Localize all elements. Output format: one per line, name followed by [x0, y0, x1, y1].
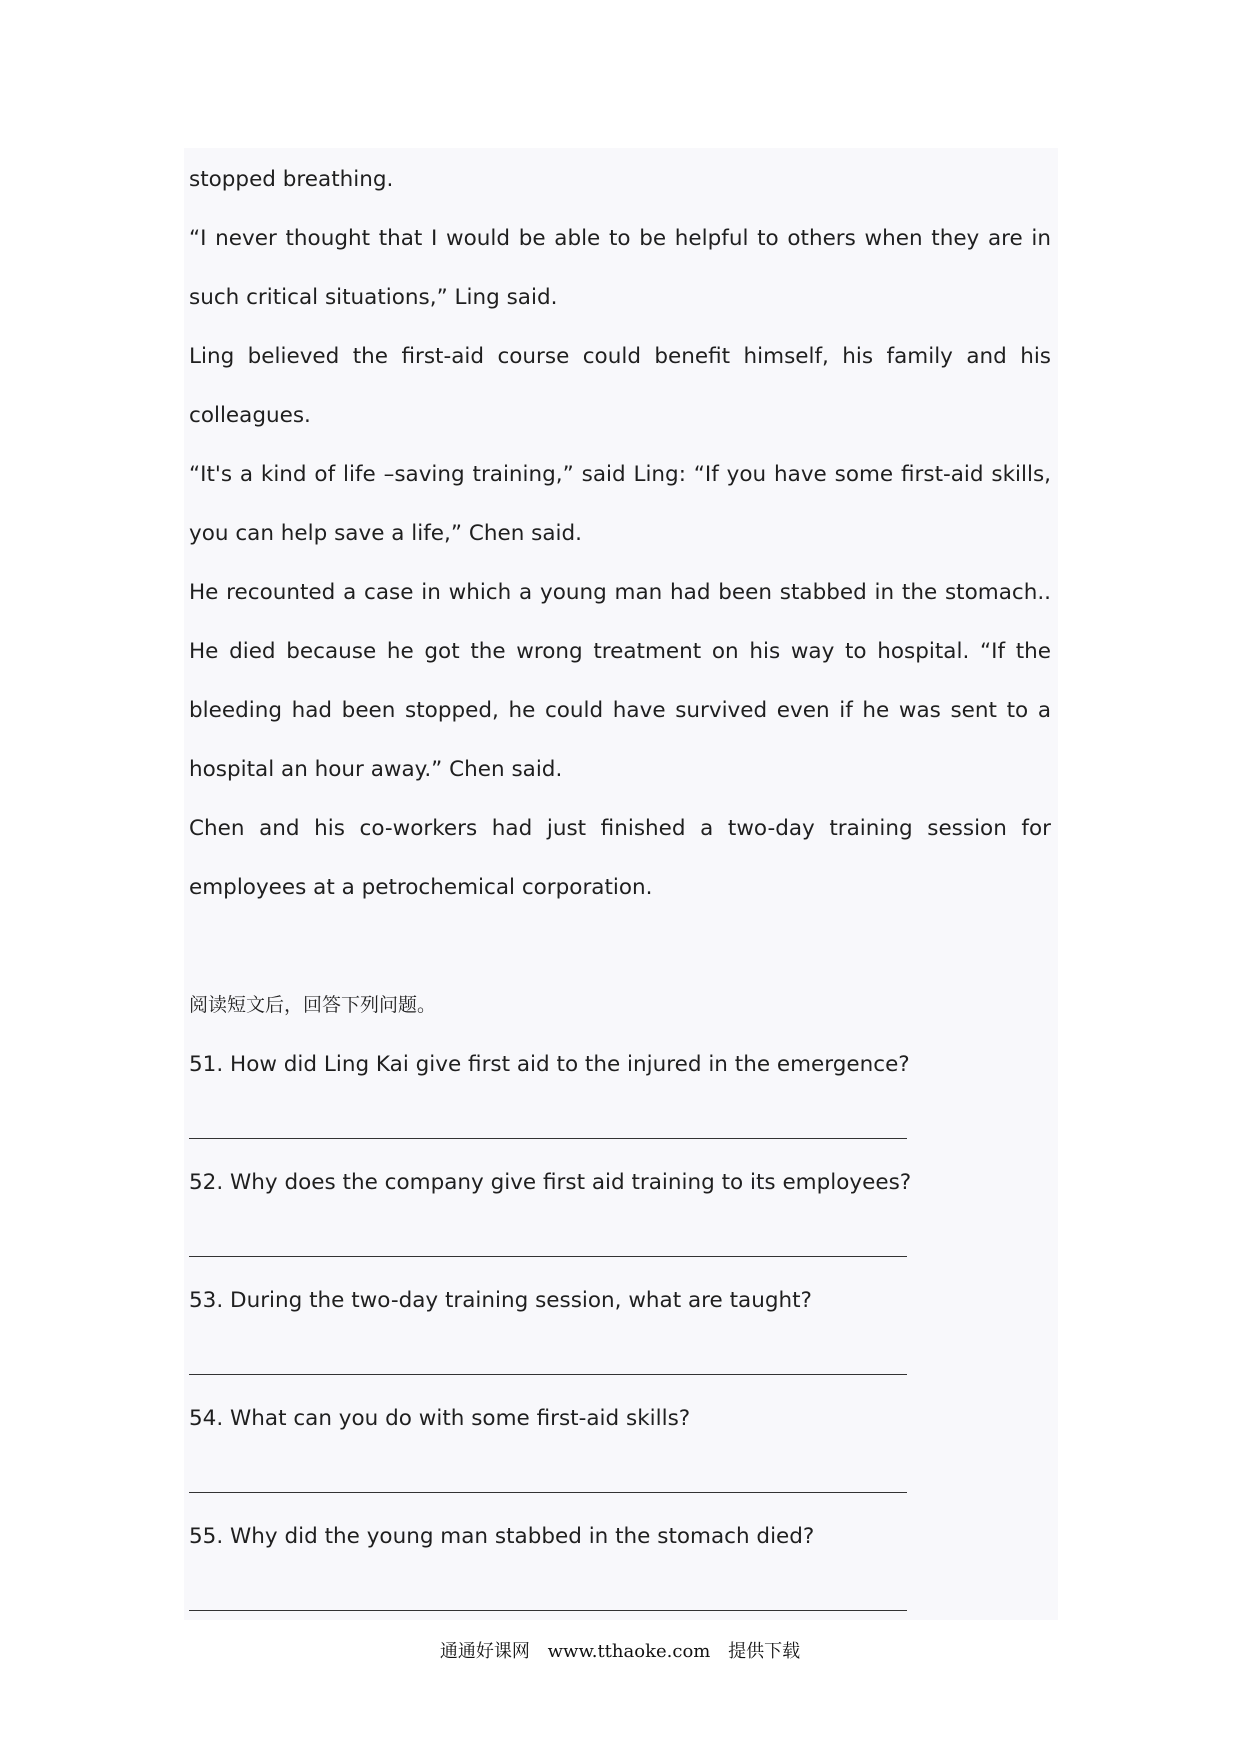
passage-paragraph: stopped breathing.	[189, 167, 394, 192]
page-footer	[0, 1637, 1240, 1663]
passage-paragraph: Ling believed the first-aid course could benefit himself, his family and his colleagues.	[189, 344, 1051, 428]
passage-paragraph: “It's a kind of life –saving training,” said Ling: “If you have some first-aid skills, you can help save a life,” Chen said.	[189, 462, 1051, 546]
answer-line-54[interactable]	[189, 1448, 1051, 1507]
answer-line-55[interactable]	[189, 1566, 1051, 1625]
question-list	[189, 1035, 1051, 1625]
answer-line-52[interactable]	[189, 1212, 1051, 1271]
answer-line-53[interactable]	[189, 1330, 1051, 1389]
footer-site-name: 通通好课网	[439, 1641, 530, 1662]
question-54: 54. What can you do with some first-aid skills?	[189, 1406, 691, 1431]
section-gap	[189, 917, 1051, 976]
question-55: 55. Why did the young man stabbed in the stomach died?	[189, 1524, 815, 1549]
question-53: 53. During the two-day training session, what are taught?	[189, 1288, 812, 1313]
footer-suffix: 提供下载	[728, 1641, 801, 1662]
passage-paragraph: “I never thought that I would be able to be helpful to others when they are in such critical situations,” Ling said.	[189, 226, 1051, 310]
question-51: 51. How did Ling Kai give first aid to the injured in the emergence?	[189, 1052, 910, 1077]
answer-line-51[interactable]	[189, 1094, 1051, 1153]
document-content	[189, 150, 1051, 1625]
footer-url[interactable]: www.tthaoke.com	[547, 1641, 711, 1662]
passage-paragraph: Chen and his co-workers had just finished a two-day training session for employees at a petrochemical corporation.	[189, 816, 1051, 900]
passage	[189, 150, 1051, 917]
passage-paragraph: He recounted a case in which a young man had been stabbed in the stomach.. He died because he got the wrong treatment on his way to hospital. “If the bleeding had been stopped, he could have survived even if he was sent to a hospital an hour away.” Chen said.	[189, 580, 1051, 782]
question-52: 52. Why does the company give first aid training to its employees?	[189, 1170, 912, 1195]
instruction-text: 阅读短文后，回答下列问题。	[189, 994, 437, 1016]
